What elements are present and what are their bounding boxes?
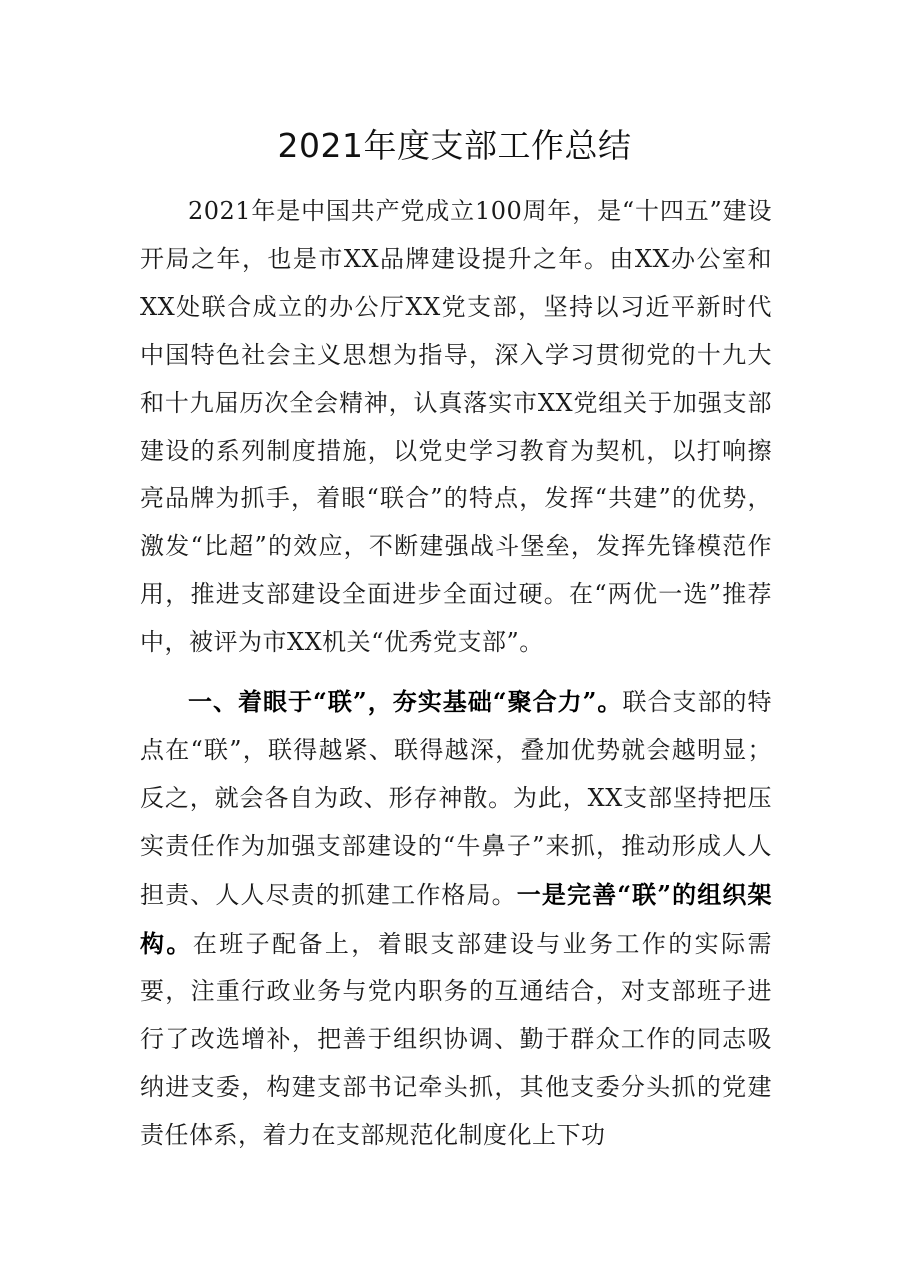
document-title: 2021年度支部工作总结 bbox=[277, 126, 632, 165]
intro-paragraph: 2021年是中国共产党成立100周年，是“十四五”建设开局之年，也是市XX品牌建设提升之年。由XX办公室和XX处联合成立的办公厅XX党支部，坚持以习近平新时代中国特色社会主义思想为指导，深入学习贯彻党的十九大和十九届历次全会精神，认真落实市XX党组关于加强支部建设的系列制度措施，以党史学习教育为契机，以打响擦亮品牌为抓手，着眼“联合”的特点，发挥“共建”的优势，激发“比超”的效应，不断建强战斗堡垒，发挥先锋模范作用，推进支部建设全面进步全面过硬。在“两优一选”推荐中，被评为市XX机关“优秀党支部”。 bbox=[140, 197, 772, 657]
section-one-text-b: 在班子配备上，着眼支部建设与业务工作的实际需要，注重行政业务与党内职务的互通结合，对支部班子进行了改选增补，把善于组织协调、勤于群众工作的同志吸纳进支委，构建支部书记牵头抓，其他支委分头抓的党建责任体系，着力在支部规范化制度化上下功 bbox=[140, 929, 773, 1150]
section-one-subheading: 一是完善“联”的组织架构。 bbox=[140, 879, 772, 958]
section-one-paragraph bbox=[140, 678, 772, 1160]
section-one-text-a: 联合支部的特点在“联”，联得越紧、联得越深，叠加优势就会越明显；反之，就会各自为政、形存神散。为此，XX支部坚持把压实责任作为加强支部建设的“牛鼻子”来抓，推动形成人人担责、人人尽责的抓建工作格局。 bbox=[140, 688, 773, 909]
section-one-heading: 一、着眼于“联”，夯实基础“聚合力”。 bbox=[188, 687, 623, 716]
